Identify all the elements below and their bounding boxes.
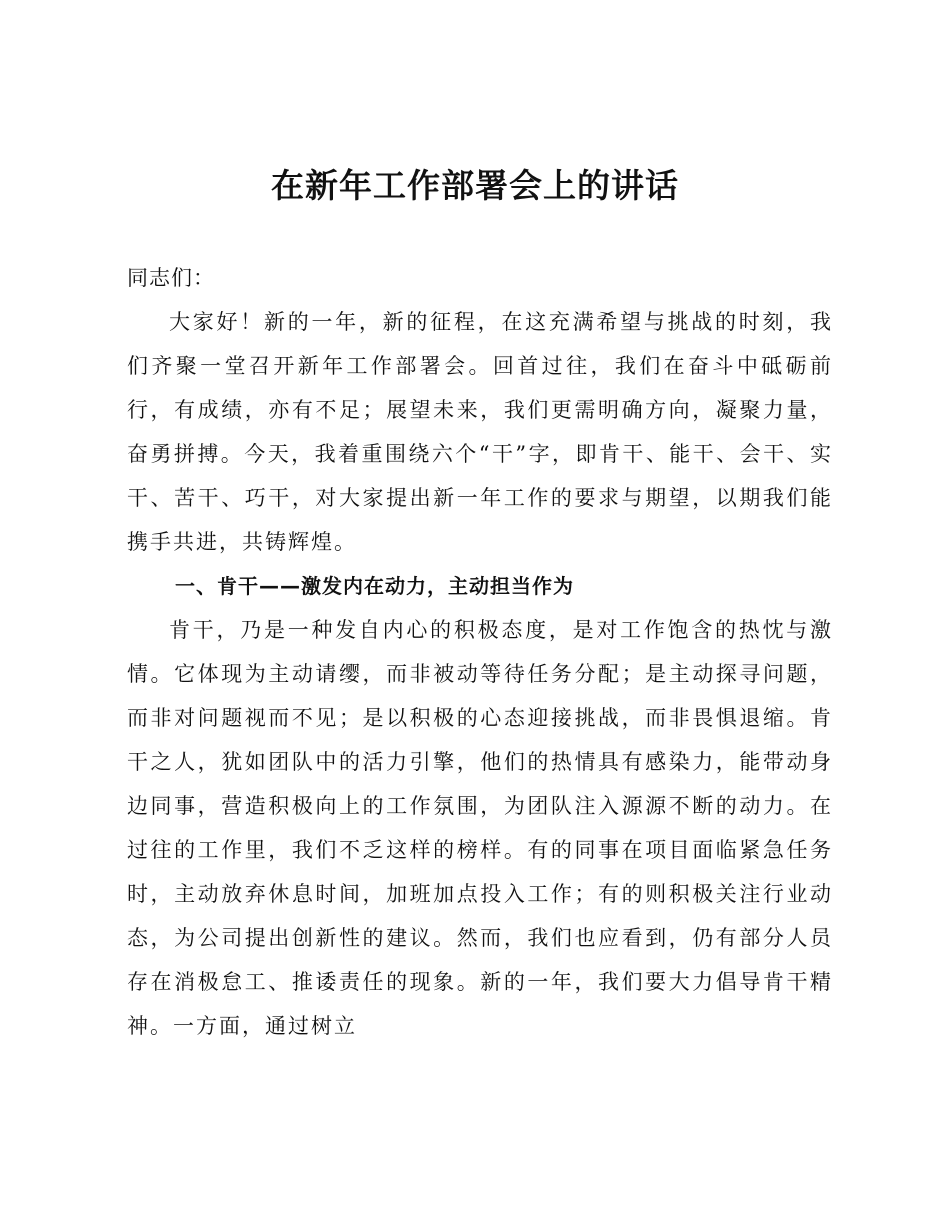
salutation: 同志们： xyxy=(127,266,215,290)
section-paragraph: 肯干，乃是一种发自内心的积极态度，是对工作饱含的热忱与激情。它体现为主动请缨，而非被动等待任务分配；是主动探寻问题，而非对问题视而不见；是以积极的心态迎接挑战，而非畏惧退缩。肯干之人，犹如团队中的活力引擎，他们的热情具有感染力，能带动身边同事，营造积极向上的工作氛围，为团队注入源源不断的动力。在过往的工作里，我们不乏这样的榜样。有的同事在项目面临紧急任务时，主动放弃休息时间，加班加点投入工作；有的则积极关注行业动态，为公司提出创新性的建议。然而，我们也应看到，仍有部分人员存在消极怠工、推诿责任的现象。新的一年，我们要大力倡导肯干精神。一方面，通过树立 xyxy=(127,618,833,1038)
document-body xyxy=(127,256,833,1048)
section-heading: 一、肯干——激发内在动力，主动担当作为 xyxy=(175,574,574,598)
intro-paragraph: 大家好！新的一年，新的征程，在这充满希望与挑战的时刻，我们齐聚一堂召开新年工作部署会。回首过往，我们在奋斗中砥砺前行，有成绩，亦有不足；展望未来，我们更需明确方向，凝聚力量，奋勇拼搏。今天，我着重围绕六个“干”字，即肯干、能干、会干、实干、苦干、巧干，对大家提出新一年工作的要求与期望，以期我们能携手共进，共铸辉煌。 xyxy=(127,310,833,554)
document-title: 在新年工作部署会上的讲话 xyxy=(271,166,679,205)
